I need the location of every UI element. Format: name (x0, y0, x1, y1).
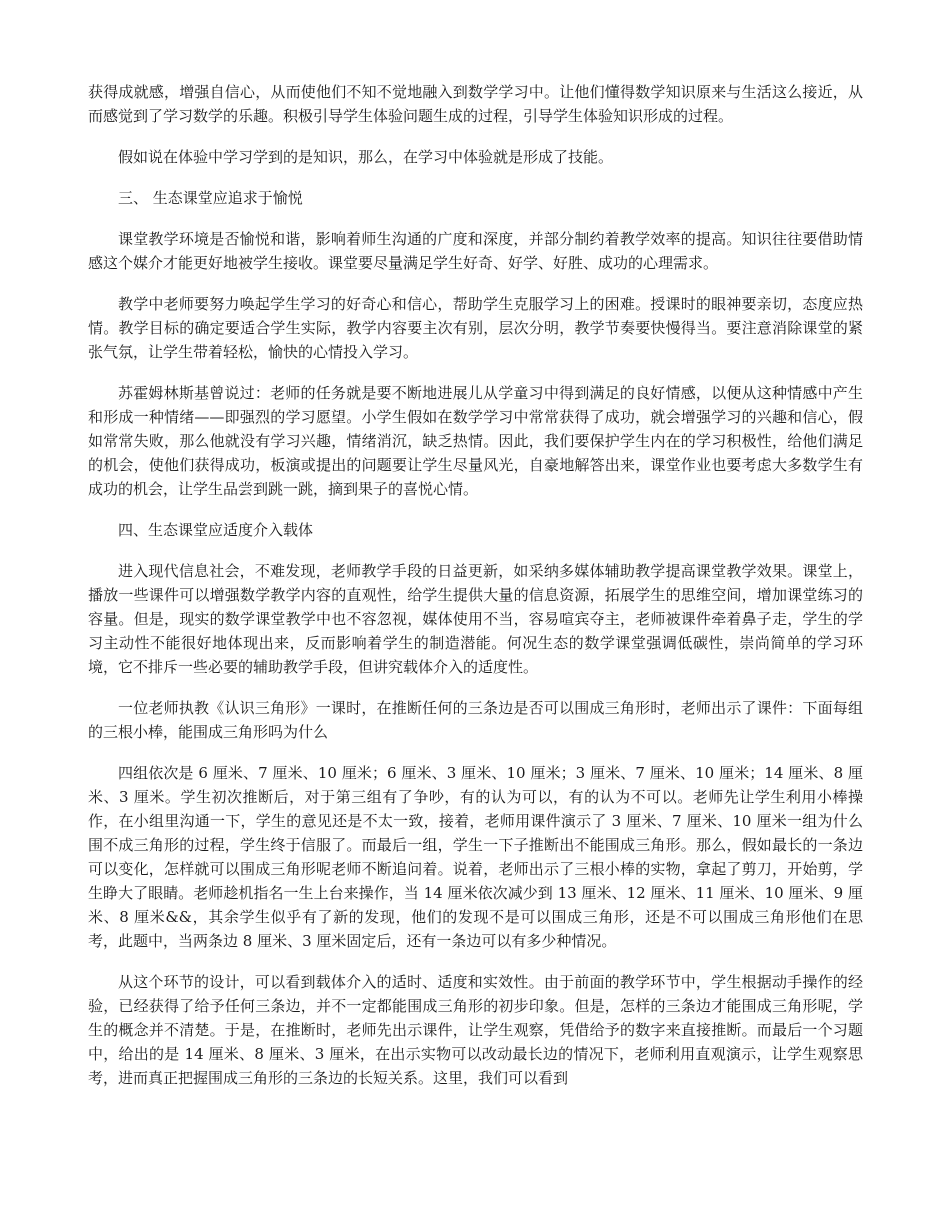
paragraph-3: 课堂教学环境是否愉悦和谐，影响着师生沟通的广度和深度，并部分制约着教学效率的提高。知识往往要借助情感这个媒介才能更好地被学生接收。课堂要尽量满足学生好奇、好学、好胜、成功的心理需求。 (88, 230, 863, 272)
paragraph-7: 进入现代信息社会，不难发现，老师教学手段的日益更新，如采纳多媒体辅助教学提高课堂教学效果。课堂上，播放一些课件可以增强数学教学内容的直观性，给学生提供大量的信息资源，拓展学生的思维空间，增加课堂练习的容量。但是，现实的数学课堂教学中也不容忽视，媒体使用不当，容易喧宾夺主，老师被课件牵着鼻子走，学生的学习主动性不能很好地体现出来，反而影响着学生的制造潜能。何况生态的数学课堂强调低碳性，崇尚简单的学习环境，它不排斥一些必要的辅助教学手段，但讲究载体介入的适度性。 (88, 562, 863, 676)
section-heading-3: 三、 生态课堂应追求于愉悦 (118, 189, 303, 207)
section-heading-4: 四、生态课堂应适度介入载体 (118, 521, 314, 539)
document-page (88, 80, 863, 1107)
paragraph-5: 苏霍姆林斯基曾说过：老师的任务就是要不断地进展儿从学童习中得到满足的良好情感，以便从这种情感中产生和形成一种情绪——即强烈的学习愿望。小学生假如在数学学习中常常获得了成功，就会增强学习的兴趣和信心，假如常常失败，那么他就没有学习兴趣，情绪消沉，缺乏热情。因此，我们要保护学生内在的学习积极性，给他们满足的机会，使他们获得成功，板演或提出的问题要让学生尽量风光，自豪地解答出来，课堂作业也要考虑大多数学生有成功的机会，让学生品尝到跳一跳，摘到果子的喜悦心情。 (88, 384, 863, 498)
paragraph-9: 四组依次是 6 厘米、7 厘米、10 厘米；6 厘米、3 厘米、10 厘米；3 厘米、7 厘米、10 厘米；14 厘米、8 厘米、3 厘米。学生初次推断后，对于第三组有了争吵，有的认为可以，有的认为不可以。老师先让学生利用小棒操作，在小组里沟通一下，学生的意见还是不太一致，接着，老师用课件演示了 3 厘米、7 厘米、10 厘米一组为什么围不成三角形的过程，学生终于信服了。而最后一组，学生一下子推断出不能围成三角形。那么，假如最长的一条边可以变化，怎样就可以围成三角形呢老师不断追问着。说着，老师出示了三根小棒的实物，拿起了剪刀，开始剪，学生睁大了眼睛。老师趁机指名一生上台来操作，当 14 厘米依次减少到 13 厘米、12 厘米、11 厘米、10 厘米、9 厘米、8 厘米&&，其余学生似乎有了新的发现，他们的发现不是可以围成三角形，还是不可以围成三角形他们在思考，此题中，当两条边 8 厘米、3 厘米固定后，还有一条边可以有多少种情况。 (88, 764, 863, 950)
paragraph-1: 假如说在体验中学习学到的是知识，那么，在学习中体验就是形成了技能。 (118, 148, 614, 166)
paragraph-10: 从这个环节的设计，可以看到载体介入的适时、适度和实效性。由于前面的教学环节中，学生根据动手操作的经验，已经获得了给予任何三条边，并不一定都能围成三角形的初步印象。但是，怎样的三条边才能围成三角形呢，学生的概念并不清楚。于是，在推断时，老师先出示课件，让学生观察，凭借给予的数字来直接推断。而最后一个习题中，给出的是 14 厘米、8 厘米、3 厘米，在出示实物可以改动最长边的情况下，老师利用直观演示，让学生观察思考，进而真正把握围成三角形的三条边的长短关系。这里，我们可以看到 (88, 973, 863, 1087)
paragraph-8: 一位老师执教《认识三角形》一课时，在推断任何的三条边是否可以围成三角形时，老师出示了课件：下面每组的三根小棒，能围成三角形吗为什么 (88, 699, 863, 741)
paragraph-4: 教学中老师要努力唤起学生学习的好奇心和信心，帮助学生克服学习上的困难。授课时的眼神要亲切，态度应热情。教学目标的确定要适合学生实际，教学内容要主次有别，层次分明，教学节奏要快慢得当。要注意消除课堂的紧张气氛，让学生带着轻松，愉快的心情投入学习。 (88, 295, 863, 361)
paragraph-0: 获得成就感，增强自信心，从而使他们不知不觉地融入到数学学习中。让他们懂得数学知识原来与生活这么接近，从而感觉到了学习数学的乐趣。积极引导学生体验问题生成的过程，引导学生体验知识形成的过程。 (88, 83, 863, 125)
